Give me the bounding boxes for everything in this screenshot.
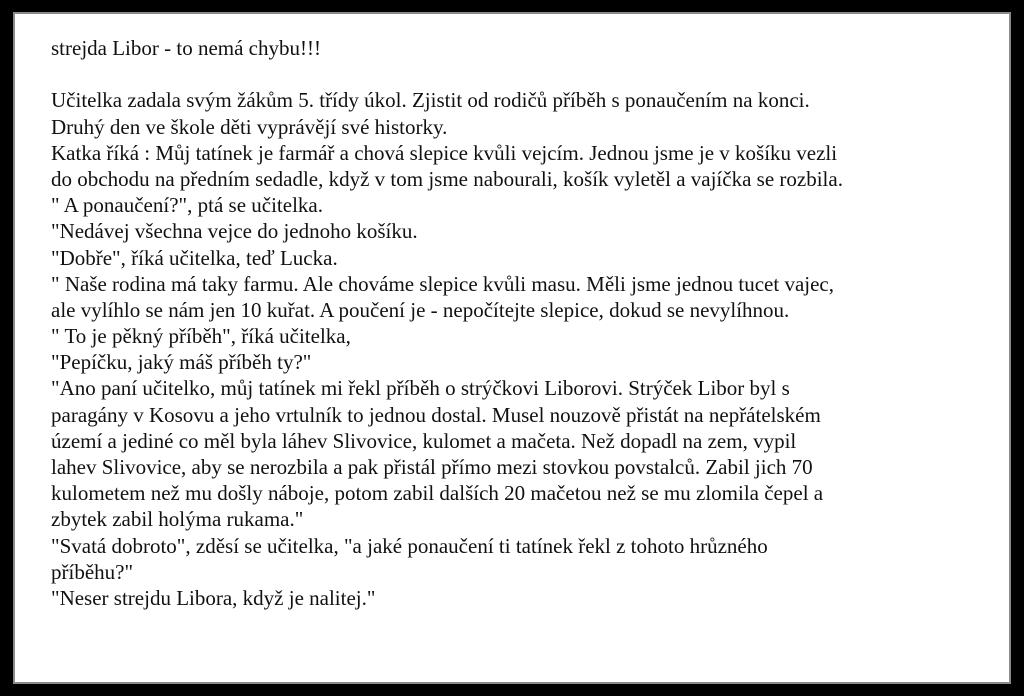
- text-line: Katka říká : Můj tatínek je farmář a chová slepice kvůli vejcím. Jednou jsme je v košíku vezli: [51, 140, 838, 165]
- text-line: zbytek zabil holýma rukama.": [51, 507, 304, 532]
- text-line: "Svatá dobroto", zděsí se učitelka, "a jaké ponaučení ti tatínek řekl z tohoto hrůzného: [51, 533, 768, 558]
- text-line: "Ano paní učitelko, můj tatínek mi řekl příběh o strýčkovi Liborovi. Strýček Libor byl s: [51, 376, 790, 401]
- text-line: "Nedávej všechna vejce do jednoho košíku.: [51, 219, 418, 244]
- document-body: [51, 35, 1001, 611]
- text-line: paragány v Kosovu a jeho vrtulník to jednou dostal. Musel nouzově přistát na nepřátelském: [51, 402, 821, 427]
- text-line: do obchodu na předním sedadle, když v tom jsme nabourali, košík vyletěl a vajíčka se rozbila.: [51, 166, 843, 191]
- text-line: Učitelka zadala svým žákům 5. třídy úkol. Zjistit od rodičů příběh s ponaučením na konci.: [51, 88, 810, 113]
- document-title: strejda Libor - to nemá chybu!!!: [51, 36, 321, 60]
- text-line: Druhý den ve škole děti vyprávějí své historky.: [51, 114, 448, 139]
- text-line: lahev Slivovice, aby se nerozbila a pak přistál přímo mezi stovkou povstalců. Zabil jich 70: [51, 455, 813, 479]
- text-line: ale vylíhlo se nám jen 10 kuřat. A poučení je - nepočítejte slepice, dokud se nevylíhnou.: [51, 297, 790, 322]
- text-line: " To je pěkný příběh", říká učitelka,: [51, 324, 351, 349]
- text-line: "Dobře", říká učitelka, teď Lucka.: [51, 245, 338, 270]
- blank-line: [51, 61, 1001, 87]
- text-line: příběhu?": [51, 559, 134, 584]
- text-line: území a jediné co měl byla láhev Slivovice, kulomet a mačeta. Než dopadl na zem, vypil: [51, 428, 797, 453]
- document-frame: [13, 12, 1011, 684]
- text-line: kulometem než mu došly náboje, potom zabil dalších 20 mačetou než se mu zlomila čepel a: [51, 481, 824, 506]
- text-line: " A ponaučení?", ptá se učitelka.: [51, 193, 323, 218]
- text-line: "Neser strejdu Libora, když je nalitej.": [51, 585, 376, 610]
- text-line: " Naše rodina má taky farmu. Ale chováme slepice kvůli masu. Měli jsme jednou tucet vajec,: [51, 271, 834, 296]
- text-line: "Pepíčku, jaký máš příběh ty?": [51, 350, 312, 375]
